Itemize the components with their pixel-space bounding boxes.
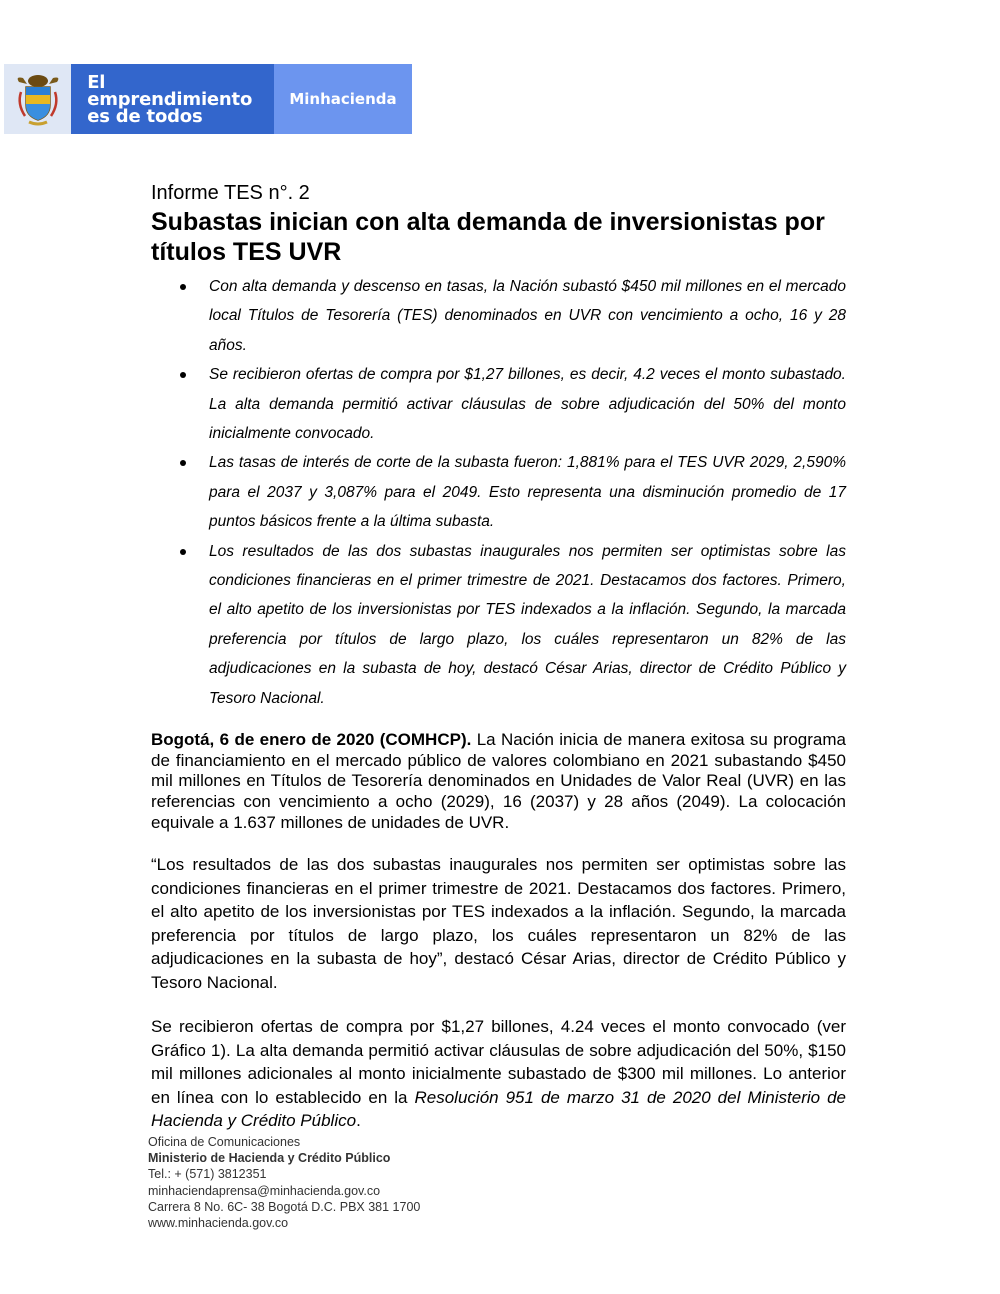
bullet-dot-icon xyxy=(180,372,186,378)
colombia-coat-of-arms-icon xyxy=(4,64,71,134)
page-title: Subastas inician con alta demanda de inversionistas por títulos TES UVR xyxy=(151,208,825,266)
government-brand xyxy=(4,64,274,134)
footer-phone: Tel.: + (571) 3812351 xyxy=(148,1167,267,1182)
bullet-item xyxy=(151,272,846,360)
resolution-reference: Resolución 951 de marzo 31 de 2020 del Ministerio de Hacienda y Crédito Público xyxy=(151,1087,846,1131)
bullet-text: Se recibieron ofertas de compra por $1,27 billones, es decir, 4.2 veces el monto subastado. La alta demanda permitió activar cláusulas de sobre adjudicación del 50% del monto inicialmente convocado. xyxy=(209,366,846,443)
bullet-text: Con alta demanda y descenso en tasas, la Nación subastó $450 mil millones en el mercado local Títulos de Tesorería (TES) denominados en UVR con vencimiento a ocho, 16 y 28 años. xyxy=(209,278,846,354)
body-paragraph-1 xyxy=(151,730,846,834)
dateline: Bogotá, 6 de enero de 2020 (COMHCP). xyxy=(151,730,472,749)
footer-website: www.minhacienda.gov.co xyxy=(148,1216,289,1231)
report-subtitle: Informe TES n°. 2 xyxy=(151,182,310,204)
key-points-list xyxy=(151,272,846,713)
footer-office: Oficina de Comunicaciones xyxy=(148,1135,301,1149)
bullet-item xyxy=(151,537,846,713)
footer-ministry xyxy=(148,1150,420,1166)
footer-email: minhaciendaprensa@minhacienda.gov.co xyxy=(148,1183,381,1198)
paragraph-3-end: . xyxy=(356,1111,361,1131)
bullet-dot-icon xyxy=(180,549,186,555)
minhacienda-logo: Minhacienda xyxy=(274,64,412,134)
body-paragraph-3 xyxy=(151,1015,846,1133)
bullet-dot-icon xyxy=(180,284,186,290)
bullet-item xyxy=(151,360,846,448)
bullet-text: Los resultados de las dos subastas inaugurales nos permiten ser optimistas sobre las condiciones financieras en el primer trimestre de 2021. Destacamos dos factores. Primero, el alto apetito de los inversionistas por TES indexados a la inflación. Segundo, la marcada preferencia por títulos de largo plazo, los cuáles representaron un 82% de las adjudicaciones en la subasta de hoy, destacó César Arias, director de Crédito Público y Tesoro Nacional. xyxy=(209,542,846,707)
tagline-line-2: es de todos xyxy=(87,105,203,127)
contact-footer xyxy=(148,1134,420,1231)
bullet-text: Las tasas de interés de corte de la subasta fueron: 1,881% para el TES UVR 2029, 2,590% para el 2037 y 3,087% para el 2049. Esto representa una disminución promedio de 17 puntos básicos frente a la última subasta. xyxy=(209,454,846,531)
brand-tagline xyxy=(87,71,274,127)
body-paragraph-2: “Los resultados de las dos subastas inaugurales nos permiten ser optimistas sobre las condiciones financieras en el primer trimestre de 2021. Destacamos dos factores. Primero, el alto apetito de los inversionistas por TES indexados a la inflación. Segundo, la marcada preferencia por títulos de largo plazo, los cuáles representaron un 82% de las adjudicaciones en la subasta de hoy”, destacó César Arias, director de Crédito Público y Tesoro Nacional. xyxy=(151,855,846,992)
tagline-line-1: El emprendimiento xyxy=(87,71,253,110)
footer-address: Carrera 8 No. 6C- 38 Bogotá D.C. PBX 381 1700 xyxy=(148,1199,421,1214)
bullet-dot-icon xyxy=(180,460,186,466)
header-banner xyxy=(4,64,412,134)
paragraph-1-text: La Nación inicia de manera exitosa su programa de financiamiento en el mercado público de valores colombiano en 2021 subastando $450 mil millones en Títulos de Tesorería denominados en Unidades de Valor Real (UVR) en las referencias con vencimiento a ocho (2029), 16 (2037) y 28 años (2049). La colocación equivale a 1.637 millones de unidades de UVR. xyxy=(151,730,846,832)
bullet-item xyxy=(151,448,846,536)
footer-ministry-name: Ministerio de Hacienda y Crédito Público xyxy=(148,1151,391,1166)
paragraph-3-text: Se recibieron ofertas de compra por $1,27 billones, 4.24 veces el monto convocado (ver Gráfico 1). La alta demanda permitió activar cláusulas de sobre adjudicación del 50%, $150 mil millones adicionales al monto inicialmente subastado de $300 mil millones. Lo anterior en línea con lo establecido en la xyxy=(151,1017,846,1107)
